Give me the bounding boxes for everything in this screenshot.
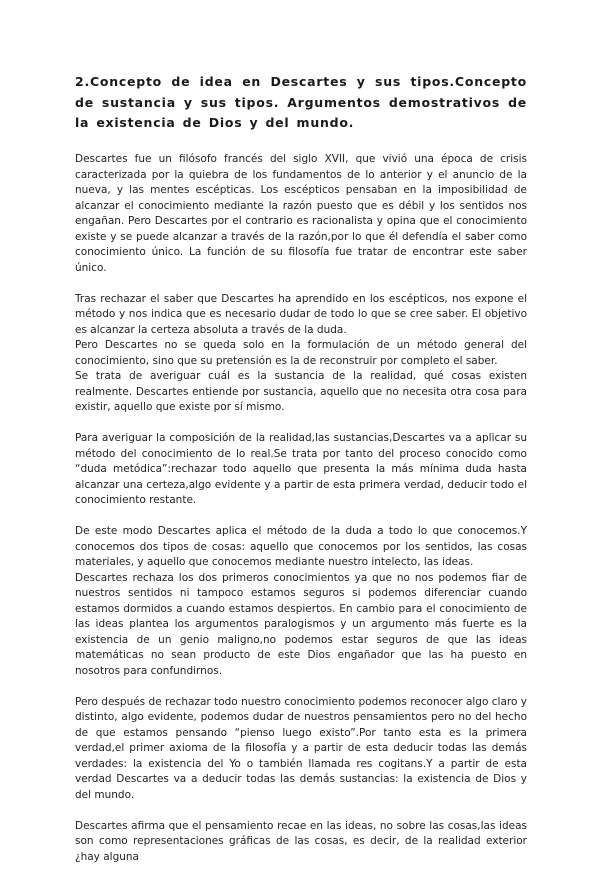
document-title: 2.Concepto de idea en Descartes y sus tipos.Concepto de sustancia y sus tipos. Argumentos demostrativos de la existencia de Dios y del mundo. bbox=[75, 74, 527, 130]
document-body bbox=[75, 152, 527, 881]
paragraph-method: Tras rechazar el saber que Descartes ha aprendido en los escépticos, nos expone el método y nos indica que es necesario dudar de todo lo que se cree saber. El objetivo es alcanzar la certeza absoluta a través de la duda. bbox=[75, 292, 527, 336]
paragraph-substance: Se trata de averiguar cuál es la sustancia de la realidad, qué cosas existen realmente. Descartes entiende por sustancia, aquello que no necesita otra cosa para existir, aquello que existe por sí mismo. bbox=[75, 370, 527, 413]
paragraph-rejection: Descartes rechaza los dos primeros conocimientos ya que no nos podemos fiar de nuestros sentidos ni tampoco estamos seguros si podemos diferenciar cuando estamos dormidos a cuando estamos despiertos. En cambio para el conocimiento de las ideas plantea los argumentos paralogismos y un argumento más fuerte es la existencia de un genio maligno,no podemos estar seguros de que las ideas matemáticas no sean producto de este Dios engañador que las ha puesto en nosotros para confundirnos. bbox=[75, 571, 527, 677]
paragraph-reconstruction: Pero Descartes no se queda solo en la formulación de un método general del conocimiento, sino que su pretensión es la de reconstruir por completo el saber. bbox=[75, 339, 527, 367]
paragraph-ideas: Descartes afirma que el pensamiento recae en las ideas, no sobre las cosas,las ideas son como representaciones gráficas de las cosas, es decir, de la realidad exterior ¿hay alguna bbox=[75, 819, 527, 863]
paragraph-intro: Descartes fue un filósofo francés del siglo XVII, que vivió una época de crisis caracterizada por la quiebra de los fundamentos de lo anterior y el anuncio de la nueva, y las mentes escépticas. Los escépticos pensaban en la imposibilidad de alcanzar el conocimiento mediante la razón puesto que es débil y los sentidos nos engañan. Pero Descartes por el contrario es racionalista y opina que el conocimiento existe y se puede alcanzar a través de la razón,por lo que él defendía el saber como conocimiento único. La función de su filosofía fue tratar de encontrar este saber único. bbox=[75, 153, 527, 274]
paragraph-methodical-doubt: Para averiguar la composición de la realidad,las sustancias,Descartes va a aplicar su método del conocimiento de lo real.Se trata por tanto del proceso conocido como “duda metódica”:rechazar todo aquello que presenta la más mínima duda hasta alcanzar una certeza,algo evidente y a partir de esta primera verdad, deducir todo el conocimiento restante. bbox=[75, 432, 527, 506]
paragraph-cogito: Pero después de rechazar todo nuestro conocimiento podemos reconocer algo claro y distinto, algo evidente, podemos dudar de nuestros pensamientos pero no del hecho de que estamos pensando “pienso luego existo”.Por tanto esta es la primera verdad,el primer axioma de la filosofía y a partir de esta deducir todas las demás verdades: la existencia del Yo o también llamada res cogitans.Y a partir de esta verdad Descartes va a deducir todas las demás sustancias: la existencia de Dios y del mundo. bbox=[75, 695, 527, 801]
paragraph-two-kinds: De este modo Descartes aplica el método de la duda a todo lo que conocemos.Y conocemos dos tipos de cosas: aquello que conocemos por los sentidos, las cosas materiales, y aquello que conocemos mediante nuestro intelecto, las ideas. bbox=[75, 525, 527, 568]
